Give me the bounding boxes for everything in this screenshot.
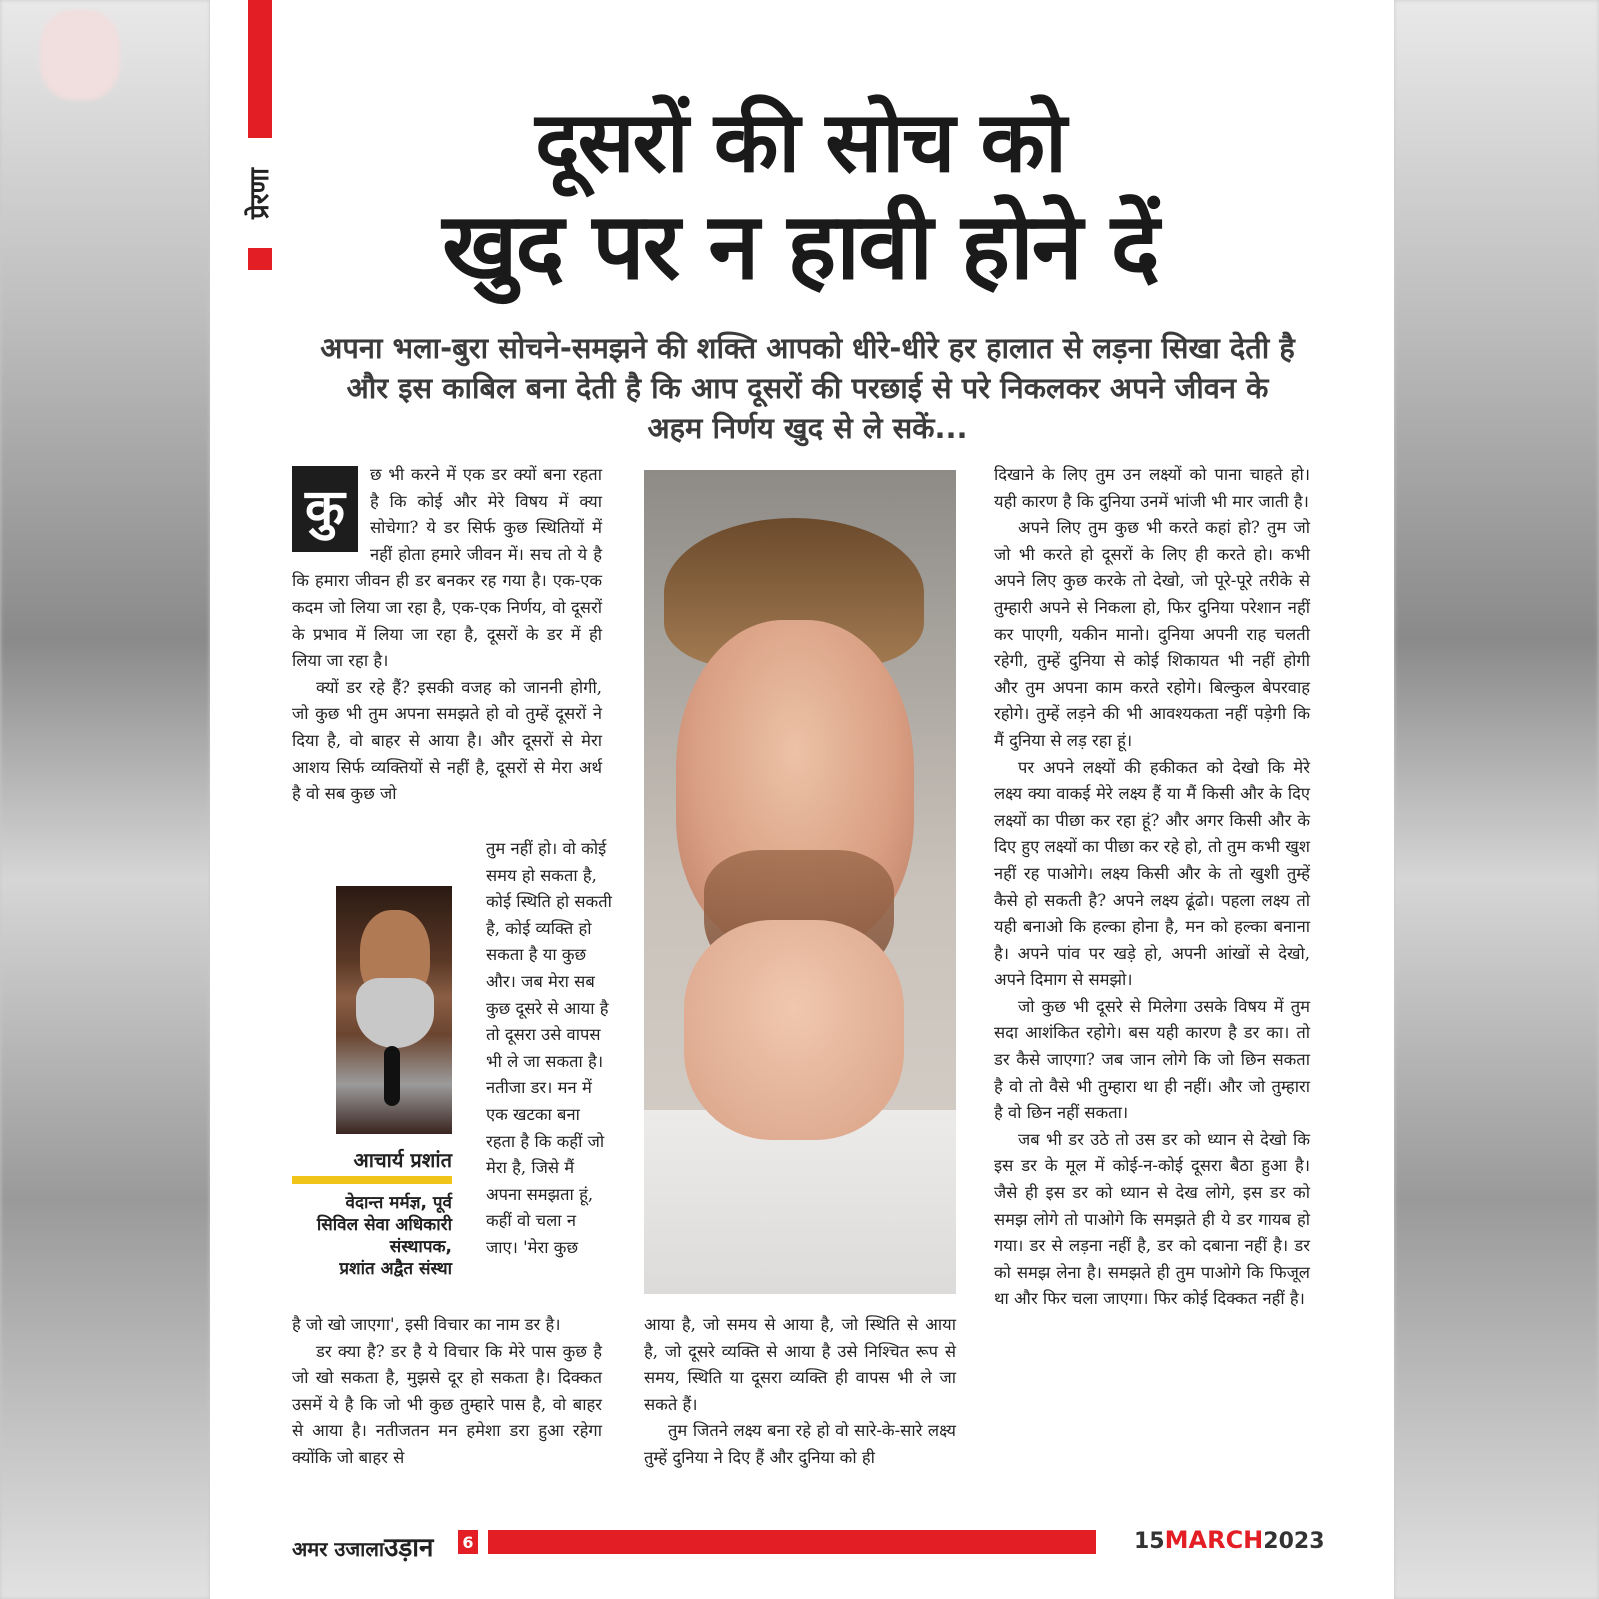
brand-suffix: उड़ान	[384, 1533, 434, 1563]
brand-name: अमर उजाला	[292, 1537, 385, 1561]
date-month: MARCH	[1164, 1526, 1264, 1554]
page-number: 6	[458, 1530, 478, 1554]
author-description	[292, 1192, 452, 1280]
date-day: 15	[1134, 1529, 1165, 1554]
paragraph: अपने लिए तुम कुछ भी करते कहां हो? तुम जो जो भी करते हो दूसरों के लिए ही करते हो। कभी अपने लिए कुछ करके तो देखो, जो पूरे-पूरे तरीके से तुम्हारी अपने से निकला हो, फिर दुनिया परेशान नहीं कर पाएगी, यकीन मानो। दुनिया अपनी राह चलती रहेगी, तुम्हें दुनिया से कोई शिकायत भी नहीं होगी और तुम अपना काम करते रहोगे। बिल्कुल बेपरवाह रहोगे। तुम्हें लड़ने की भी आवश्यकता नहीं पड़ेगी कि मैं दुनिया से लड़ रहा हूं।	[994, 518, 1310, 750]
footer-bar	[488, 1530, 1096, 1554]
author-desc-line: सिविल सेवा अधिकारी	[316, 1215, 452, 1235]
paragraph: पर अपने लक्ष्यों की हकीकत को देखो कि मेरे लक्ष्य क्या वाकई मेरे लक्ष्य हैं या मैं किसी और के दिए लक्ष्यों का पीछा कर रहा हूं? और अगर किसी और के दिए हुए लक्ष्यों का पीछा कर रहे हो, तो तुम कभी खुश नहीं रह पाओगे। लक्ष्य किसी और के तो खुशी तुम्हें कैसे हो सकती है? अपने लक्ष्य ढूंढो। पहला लक्ष्य तो यही बनाओ कि हल्का होना है, मन को हल्का बनाना है। अपने पांव पर खड़े हो, अपनी आंखों से देखो, अपने दिमाग से समझो।	[994, 757, 1310, 990]
paragraph: दिखाने के लिए तुम उन लक्ष्यों को पाना चाहते हो। यही कारण है कि दुनिया उनमें भांजी भी मार जाती है।	[994, 465, 1310, 511]
page-footer	[292, 1524, 1325, 1564]
paragraph: छ भी करने में एक डर क्यों बना रहता है कि कोई और मेरे विषय में क्या सोचेगा? ये डर सिर्फ कुछ स्थितियों में नहीं होता हमारे जीवन में। सच तो ये है कि हमारा जीवन ही डर बनकर रह गया है। एक-एक कदम जो लिया जा रहा है, एक-एक निर्णय, वो दूसरों के प्रभाव में लिया जा रहा है, दूसरों के डर में ही लिया जा रहा है।	[292, 465, 602, 671]
paragraph: तुम जितने लक्ष्य बना रहे हो वो सारे-के-सारे लक्ष्य तुम्हें दुनिया ने दिए हैं और दुनिया को ही	[644, 1421, 956, 1467]
paragraph: आया है, जो समय से आया है, जो स्थिति से आया है, जो दूसरे व्यक्ति से आया है उसे निश्चित रूप से समय, स्थिति या दूसरा व्यक्ति ही वापस भी ले जा सकते हैं।	[644, 1315, 956, 1414]
date-year: 2023	[1263, 1529, 1325, 1554]
headline	[300, 92, 1300, 302]
author-photo	[336, 886, 452, 1134]
newspaper-page	[210, 0, 1394, 1599]
column-2-lower	[644, 1312, 956, 1472]
author-desc-line: वेदान्त मर्मज्ञ, पूर्व	[345, 1193, 452, 1213]
column-3	[994, 462, 1310, 1313]
issue-date	[1134, 1526, 1325, 1554]
paragraph: जो कुछ भी दूसरे से मिलेगा उसके विषय में तुम सदा आशंकित रहोगे। बस यही कारण है डर का। तो डर कैसे जाएगा? जब जान लोगे कि जो छिन सकता है वो तो वैसे भी तुम्हारा था ही नहीं। और जो तुम्हारा है वो छिन नहीं सकता।	[994, 996, 1310, 1123]
blurred-background-right	[1394, 0, 1599, 1599]
main-photo-thinking-man	[644, 470, 956, 1294]
author-rule	[292, 1176, 452, 1184]
standfirst: अपना भला-बुरा सोचने-समझने की शक्ति आपको धीरे-धीरे हर हालात से लड़ना सिखा देती है और इस काबिल बना देती है कि आप दूसरों की परछाई से परे निकलकर अपने जीवन के अहम निर्णय खुद से ले सकें...	[320, 331, 1295, 445]
headline-line-1: दूसरों की सोच को	[535, 93, 1065, 191]
author-beard	[356, 978, 434, 1048]
section-bar	[248, 0, 272, 138]
column-1	[292, 462, 602, 808]
paragraph: क्यों डर रहे हैं? इसकी वजह को जाननी होगी, जो कुछ भी तुम अपना समझते हो वो तुम्हें दूसरों ने दिया है, वो बाहर से आया है। और दूसरों से मेरा आशय सिर्फ व्यक्तियों से नहीं है, दूसरों से मेरा अर्थ है वो सब कुछ जो	[292, 677, 602, 804]
photo-hand	[684, 920, 904, 1140]
headline-line-2: खुद पर न हावी होने दें	[442, 193, 1158, 300]
blurred-background-left	[0, 0, 210, 1599]
column-1-side-text	[486, 836, 612, 1262]
author-desc-line: संस्थापक,	[389, 1237, 452, 1257]
dropcap: कु	[292, 466, 358, 552]
microphone	[384, 1046, 400, 1106]
section-bar-end	[248, 248, 272, 270]
paragraph: जब भी डर उठे तो उस डर को ध्यान से देखो कि इस डर के मूल में कोई-न-कोई दूसरा बैठा हुआ है। जैसे ही इस डर को ध्यान से देख लोगे, इस डर को समझ लोगे तो पाओगे कि समझते ही ये डर गायब हो गया। डर से लड़ना नहीं है, डर को दबाना नहीं है। डर को समझ लेना है। समझते ही तुम पाओगे कि फिजूल था और फिर चला जाएगा। फिर कोई दिक्कत नहीं है।	[994, 1129, 1310, 1309]
author-desc-line: प्रशांत अद्वैत संस्था	[339, 1259, 452, 1279]
paragraph: तुम नहीं हो। वो कोई समय हो सकता है, कोई स्थिति हो सकती है, कोई व्यक्ति हो सकता है या कुछ और। जब मेरा सब कुछ दूसरे से आया है तो दूसरा उसे वापस भी ले जा सकता है। नतीजा डर। मन में एक खटका बना रहता है कि कहीं जो मेरा है, जिसे मैं अपना समझता हूं, कहीं वो चला न जाए। 'मेरा कुछ	[486, 839, 612, 1257]
paragraph: है जो खो जाएगा', इसी विचार का नाम डर है।	[292, 1315, 561, 1334]
author-name: आचार्य प्रशांत	[353, 1148, 452, 1172]
section-label: प्रेरणा	[245, 168, 275, 220]
publication-brand	[292, 1528, 433, 1564]
paragraph: डर क्या है? डर है ये विचार कि मेरे पास कुछ है जो खो सकता है, मुझसे दूर हो सकता है। दिक्कत उसमें ये है कि जो भी कुछ तुम्हारे पास है, वो बाहर से आया है। नतीजतन मन हमेशा डरा हुआ रहेगा क्योंकि जो बाहर से	[292, 1341, 602, 1467]
column-1-lower	[292, 1312, 602, 1472]
